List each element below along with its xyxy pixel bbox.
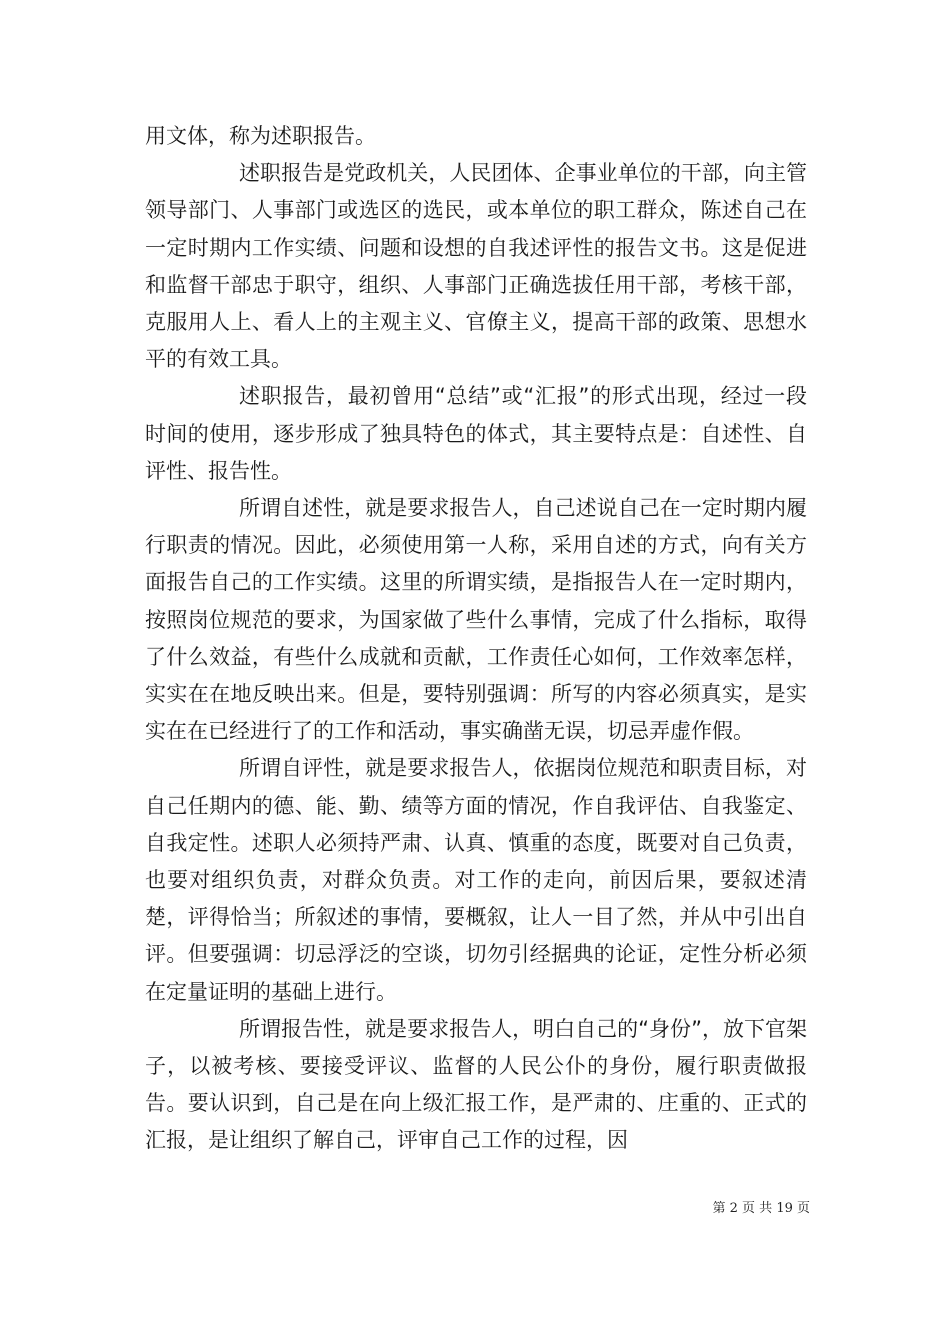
paragraph-self-evaluation: 所谓自评性，就是要求报告人，依据岗位规范和职责目标，对自己任期内的德、能、勤、绩等方面的情况，作自我评估、自我鉴定、自我定性。述职人必须持严肃、认真、慎重的态度，既要对自己负责，也要对组织负责，对群众负责。对工作的走向，前因后果，要叙述清楚，评得恰当；所叙述的事情，要概叙，让人一目了然，并从中引出自评。但要强调：切忌浮泛的空谈，切勿引经据典的论证，定性分析必须在定量证明的基础上进行。 [145, 756, 807, 1004]
paragraph-self-narration: 所谓自述性，就是要求报告人，自己述说自己在一定时期内履行职责的情况。因此，必须使用第一人称，采用自述的方式，向有关方面报告自己的工作实绩。这里的所谓实绩，是指报告人在一定时期内，按照岗位规范的要求，为国家做了些什么事情，完成了什么指标，取得了什么效益，有些什么成就和贡献，工作责任心如何，工作效率怎样，实实在在地反映出来。但是，要特别强调：所写的内容必须真实，是实实在在已经进行了的工作和活动，事实确凿无误，切忌弄虚作假。 [145, 496, 807, 744]
page-number-footer: 第 2 页 共 19 页 [712, 1201, 810, 1216]
paragraph-continuation: 用文体，称为述职报告。 [145, 124, 376, 148]
paragraph-features: 述职报告，最初曾用“总结”或“汇报”的形式出现，经过一段时间的使用，逐步形成了独具特色的体式，其主要特点是：自述性、自评性、报告性。 [145, 384, 807, 483]
paragraph-definition: 述职报告是党政机关，人民团体、企事业单位的干部，向主管领导部门、人事部门或选区的选民，或本单位的职工群众，陈述自己在一定时期内工作实绩、问题和设想的自我述评性的报告文书。这是促进和监督干部忠于职守，组织、人事部门正确选拔任用干部，考核干部，克服用人上、看人上的主观主义、官僚主义，提高干部的政策、思想水平的有效工具。 [145, 161, 807, 372]
paragraph-reporting: 所谓报告性，就是要求报告人，明白自己的“身份”，放下官架子，以被考核、要接受评议、监督的人民公仆的身份，履行职责做报告。要认识到，自己是在向上级汇报工作，是严肃的、庄重的、正式的汇报，是让组织了解自己，评审自己工作的过程，因 [145, 1016, 807, 1153]
document-body [145, 118, 807, 1160]
